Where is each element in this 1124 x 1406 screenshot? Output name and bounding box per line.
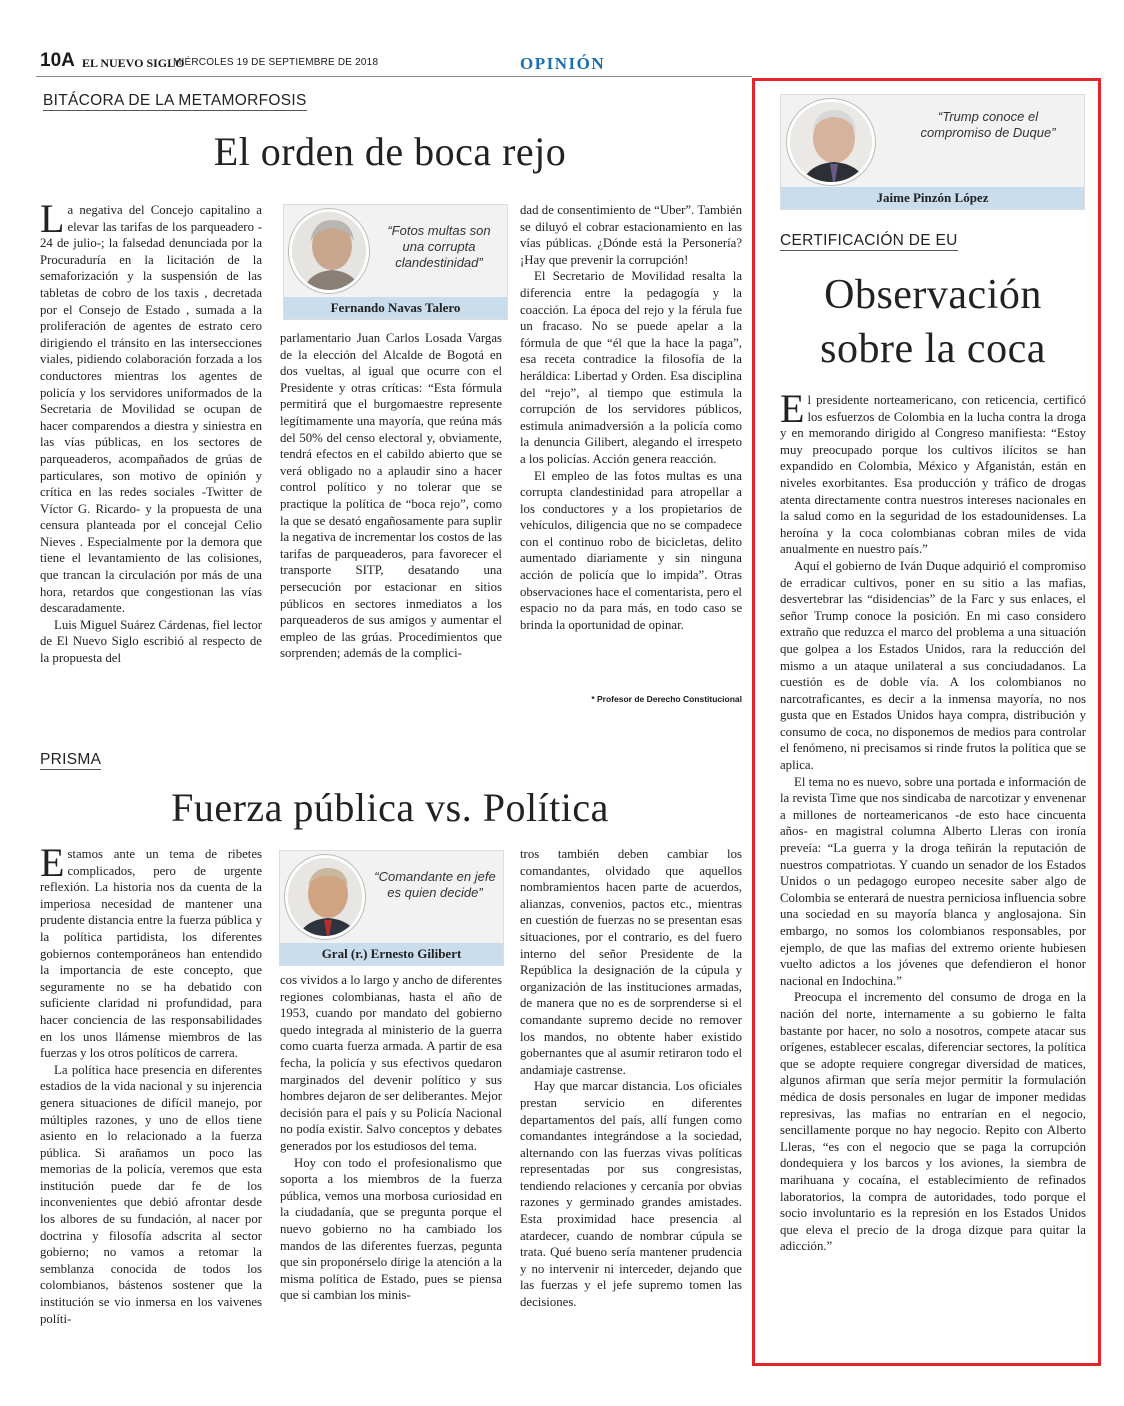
article1-column-2 [280,330,502,710]
article1-text-1b: Luis Miguel Suárez Cárdenas, fiel lector de El Nuevo Siglo escribió al respecto de la propuesta del [40,617,262,666]
article3-quote: “Trump conoce el compromiso de Duque” [920,109,1056,140]
article2-column-2 [280,972,502,1354]
article1-text-2: parlamentario Juan Carlos Losada Vargas de la elección del Alcalde de Bogotá en dos vueltas, al igual que ocurre con el Presidente y otras críticas: “Esta fórmula permitirá que el burgomaestre represente legítimamente una mayoría, que reúna más del 50% del censo electoral y, obviamente, tendrá efectos en el cabildo abierto que se verá obligado no a aplaudir sino a hacer control político y no tolerar que se practique la política de “boca rejo”, como la que se desató engañosamente para suplir la negativa de incrementar los costos de las tarifas de parqueaderos, para favorecer el transporte SITP, desatando una persecución por estacionar en sitios públicos en sectores inmediatos a los parqueaderos de sus amigos y aumentar el empleo de las grúas. Procedimientos que sorprenden; además de la complici- [280,331,502,661]
article3-author: Jaime Pinzón López [781,187,1084,209]
article3-kicker: CERTIFICACIÓN DE EU [780,232,958,249]
article2-text-3a: tros también deben cambiar los comandantes, olvidado que aquellos nombramientos hacen parte de acuerdos, alianzas, convenios, pactos etc., mientras en cuestión de fuerzas no se presentan esas situaciones, por el contrario, es del fuero interno del señor Presidente de la República la designación de la cúpula y organización de las instituciones armadas, de manera que no es de sorprenderse si el comandante supremo decide no remover los mandos, no obtente haber existido gobernantes que al asumir retiraron todo el andamiaje castrense. [520,847,742,1077]
article3-title [780,268,1086,376]
article1-text-3a: dad de consentimiento de “Uber”. También se diluyó el cobrar estacionamiento en las vías públicas. ¿Dónde está la Personería? ¡Hay que prevenir la corrupción! [520,203,742,267]
author-photo-navas [289,209,369,293]
article1-author: Fernando Navas Talero [284,297,507,319]
article1-quote: “Fotos multas son una corrupta clandestinidad” [387,223,491,270]
article2-quote: “Comandante en jefe es quien decide” [374,869,496,900]
article3-author-box [780,94,1085,210]
article2-column-1 [40,846,262,1354]
section-title: OPINIÓN [520,54,606,73]
article2-text-2b: Hoy con todo el profesionalismo que soporta a los miembros de la fuerza pública, vemos una morbosa curiosidad en la ciudadanía, que se pregunta porque el nuevo gobierno no ha cambiado los mandos de las diferentes fuerzas, pegunta que sin proponérselo dirige la atención a la misma política de Estado, pues se piensa que si cambian los minis- [280,1155,502,1303]
article1-column-1 [40,202,262,710]
article2-text-1b: La política hace presencia en diferentes estadios de la vida nacional y su injerencia genera situaciones de difícil manejo, por múltiples razones, y uno de ellos tiene asiento en lo relacionado a la fuerza pública. Si arañamos un poco las memorias de la policía, veremos que esta institución puede dar fe de los inconvenientes que debió afrontar desde los albores de su fundación, al nacer por doctrina y filosofía adscrita al sector gobierno; no vamos a retomar la semblanza conocida de todos los colombianos, bástenos sostener que la institución se vio inmersa en los vaivenes políti- [40,1062,262,1326]
article2-title: Fuerza pública vs. Política [171,785,609,830]
article2-text-3b: Hay que marcar distancia. Los oficiales prestan servicio en diferentes departamentos del país, allí fungen como comandantes integrándose a la sociedad, alternando con las fuerzas vivas políticas representadas por sus congresistas, tendiendo relaciones y cercanía por obvias razones y germinado grandes amistades. Esta proximidad hace presencia al atardecer, cuando de nombrar cúpula se trata. Qué bueno sería mantener prudencia y no intervenir ni interceder, dejando que las fuerzas y el jefe supremo tomen las decisiones. [520,1079,742,1310]
article1-text-1: a negativa del Concejo capitalino a elevar las tarifas de los parqueadero - 24 de julio-; la falsedad denunciada por la Procuraduría en la licitación de la semaforización y la suspensión de las tabletas de cobro de los taxis , decretada por el Consejo de Estado , sumada a la proliferación de agentes de estrato cero dirigiendo el tránsito en las intersecciones viales, pidiendo colaboración forzada a los conductores mientras los agentes de policía y los servidores uniformados de la Secretaria de Movilidad se ocupan de hacer comparendos a diestra y siniestra en las vías públicas, en los sectores de parqueaderos, acompañados de grúas de particulares, son motivo de opinión y crítica en las redes sociales -Twitter de Víctor G. Ricardo- y la propuesta de una censura planteada por el concejal Celio Nieves . Especialmente por la demora que tiene el levantamiento de las colisiones, que trancan la circulación por más de una hora, retardos que congestionan las vías descaradamente. [40,203,262,616]
article3-title-line2: sobre la coca [820,326,1046,372]
article2-author-box [279,850,504,966]
article3-text-2: Aquí el gobierno de Iván Duque adquirió el compromiso de erradicar cultivos, poner en su sitio a las mafias, desvertebrar las “disidencias” de la Farc y sus enlaces, el señor Trump conoce la posición. En mi caso considero extraño que reduzca el marco del problema a una situación que golpea a los Estados Unidos, rara la reducción del mismo a un ataque unilateral a sus conciudadanos. La cuestión es de doble vía. A los colombianos no narcotraficantes, es decir a la inmensa mayoría, no nos gusta que en Estados Unidos haya compra, distribución y consumo de coca, no disponemos de medios para controlar el fenómeno, ni precisamos si rinde frutos la política que se aplica. [780,558,1086,773]
header-rule [36,76,752,77]
author-credential-note: * Profesor de Derecho Constitucional [591,694,742,704]
article3-text-1: l presidente norteamericano, con reticencia, certificó los esfuerzos de Colombia en la lucha contra la droga y en memorando dirigido al Congreso manifiesta: “Estoy muy preocupado porque los cultivos ilícitos se han expandido en Colombia, México y Afganistán, están en niveles exorbitantes. Esa producción y tráfico de drogas atenta directamente contra nuestros intereses nacionales en la salud como en la seguridad de los estadounidenses. La heroína y la coca colombianas cobran miles de vida anualmente en nuestro país.” [780,393,1086,557]
issue-date: MIÉRCOLES 19 DE SEPTIEMBRE DE 2018 [173,57,379,68]
article1-text-3c: El empleo de las fotos multas es una corrupta clandestinidad para atropellar a los conductores y a los propietarios de vehículos, diligencia que no se compadece con el continuo robo de bicicletas, delito aumentado diariamente y sin ninguna acción de policía que lo impida”. Otras observaciones hace el comentarista, pero el espacio no da para más, en todo caso se brinda la oportunidad de opinar. [520,468,742,632]
article2-author: Gral (r.) Ernesto Gilibert [280,943,503,965]
article3-text-4: Preocupa el incremento del consumo de droga en la nación del norte, internamente a su gobierno le falta bastante por hacer, no solo a nosotros, compete atacar sus orígenes, establecer escalas, diferenciar sectores, la política que se adopte requiere congregar diversidad de matices, algunos afirman que sería mejor permitir la formulación médica de dosis personales en lugar de imponer medidas represivas, las mafias no entrarían en el negocio, sencillamente porque no hay negocio. Repito con Alberto Lleras, “es con el negocio que se paga la corrupción dondequiera y los barcos y los aviones, la siembra de marihuana y cocaína, el establecimiento de refinados laboratorios, la compra de autoridades, todo porque el socio involuntario es la represión en los Estados Unidos que eleva el precio de la droga dizque para quitar la adicción.” [780,990,1086,1254]
author-photo-pinzon [787,99,875,185]
article1-author-box [283,204,508,320]
article1-text-3b: El Secretario de Movilidad resalta la diferencia entre la pedagogía y la coacción. La época del rejo y la férula fue un fracaso. No se puede apelar a la fórmula de que “él que la hace la paga”, esa receta contradice la filosofía de la heráldica: Libertad y Orden. Esa disciplina del “rejo”, al tiempo que estimula la corrupción de los servidores públicos, estimula animadversión a la policía como la denuncia Gilibert, alegando el irrespeto a los policías. Acción genera reacción. [520,269,742,466]
newspaper-name: EL NUEVO SIGLO [82,56,185,70]
article2-kicker: PRISMA [40,751,102,768]
article2-text-2a: cos vividos a lo largo y ancho de diferentes regiones colombianas, hasta el año de 1953, cuando por mandato del gobierno quedo integrada al ministerio de la guerra como cuarta fuerza armada. A partir de esa fecha, la policía y sus efectivos quedaron marginados del devenir político y sus hombres dejaron de ser deliberantes. Mejor decisión para el país y su Policía Nacional no podía existir. Salvo conceptos y debates generados por los estudiosos del tema. [280,973,502,1153]
page-number: 10A [40,50,75,71]
article1-dropcap: L [40,202,65,241]
article3-dropcap: E [780,392,805,431]
article3-body [780,392,1086,1354]
article2-column-3 [520,846,742,1354]
article1-column-3 [520,202,742,694]
article3-title-line1: Observación [824,272,1042,318]
article1-title: El orden de boca rejo [213,129,567,174]
article2-text-1a: stamos ante un tema de ribetes complicados, pero de urgente reflexión. La historia nos da cuenta de la imperiosa necesidad de mantener una prudente distancia entre la fuerza pública y la política partidista, los diferentes gobiernos contemporáneos han entendido la importancia de este concepto, que seguramente no se ha debatido con suficiente claridad ni profundidad, para hacer conciencia de las responsabilidades en los unos llámense miembros de las fuerzas y los otros políticos de carrera. [40,847,262,1061]
article2-dropcap: E [40,846,65,885]
article3-text-3: El tema no es nuevo, sobre una portada e información de la revista Time que nos sindicaba de narcotizar y envenenar a millones de norteamericanos -de esto hace cincuenta años- en magistral columna Alberto Lleras con ironía preveía: “La guerra y la droga teñirán la reputación de nuestros compatriotas. Y cuando un senador de los Estados Unidos o un pedagogo europeo necesite saber algo de Colombia se enterará de nuestra perniciosa influencia sobre una sociedad en su mayoría blanca y anglosajona. Sin embargo, no somos los colombianos responsables, por ejemplo, de que las mafias del extremo oriente hubiesen vuelto adictos a los jóvenes que defendieron el honor nacional en Indochina.” [780,774,1086,988]
article1-kicker: BITÁCORA DE LA METAMORFOSIS [43,92,307,109]
author-photo-gilibert [285,855,365,939]
